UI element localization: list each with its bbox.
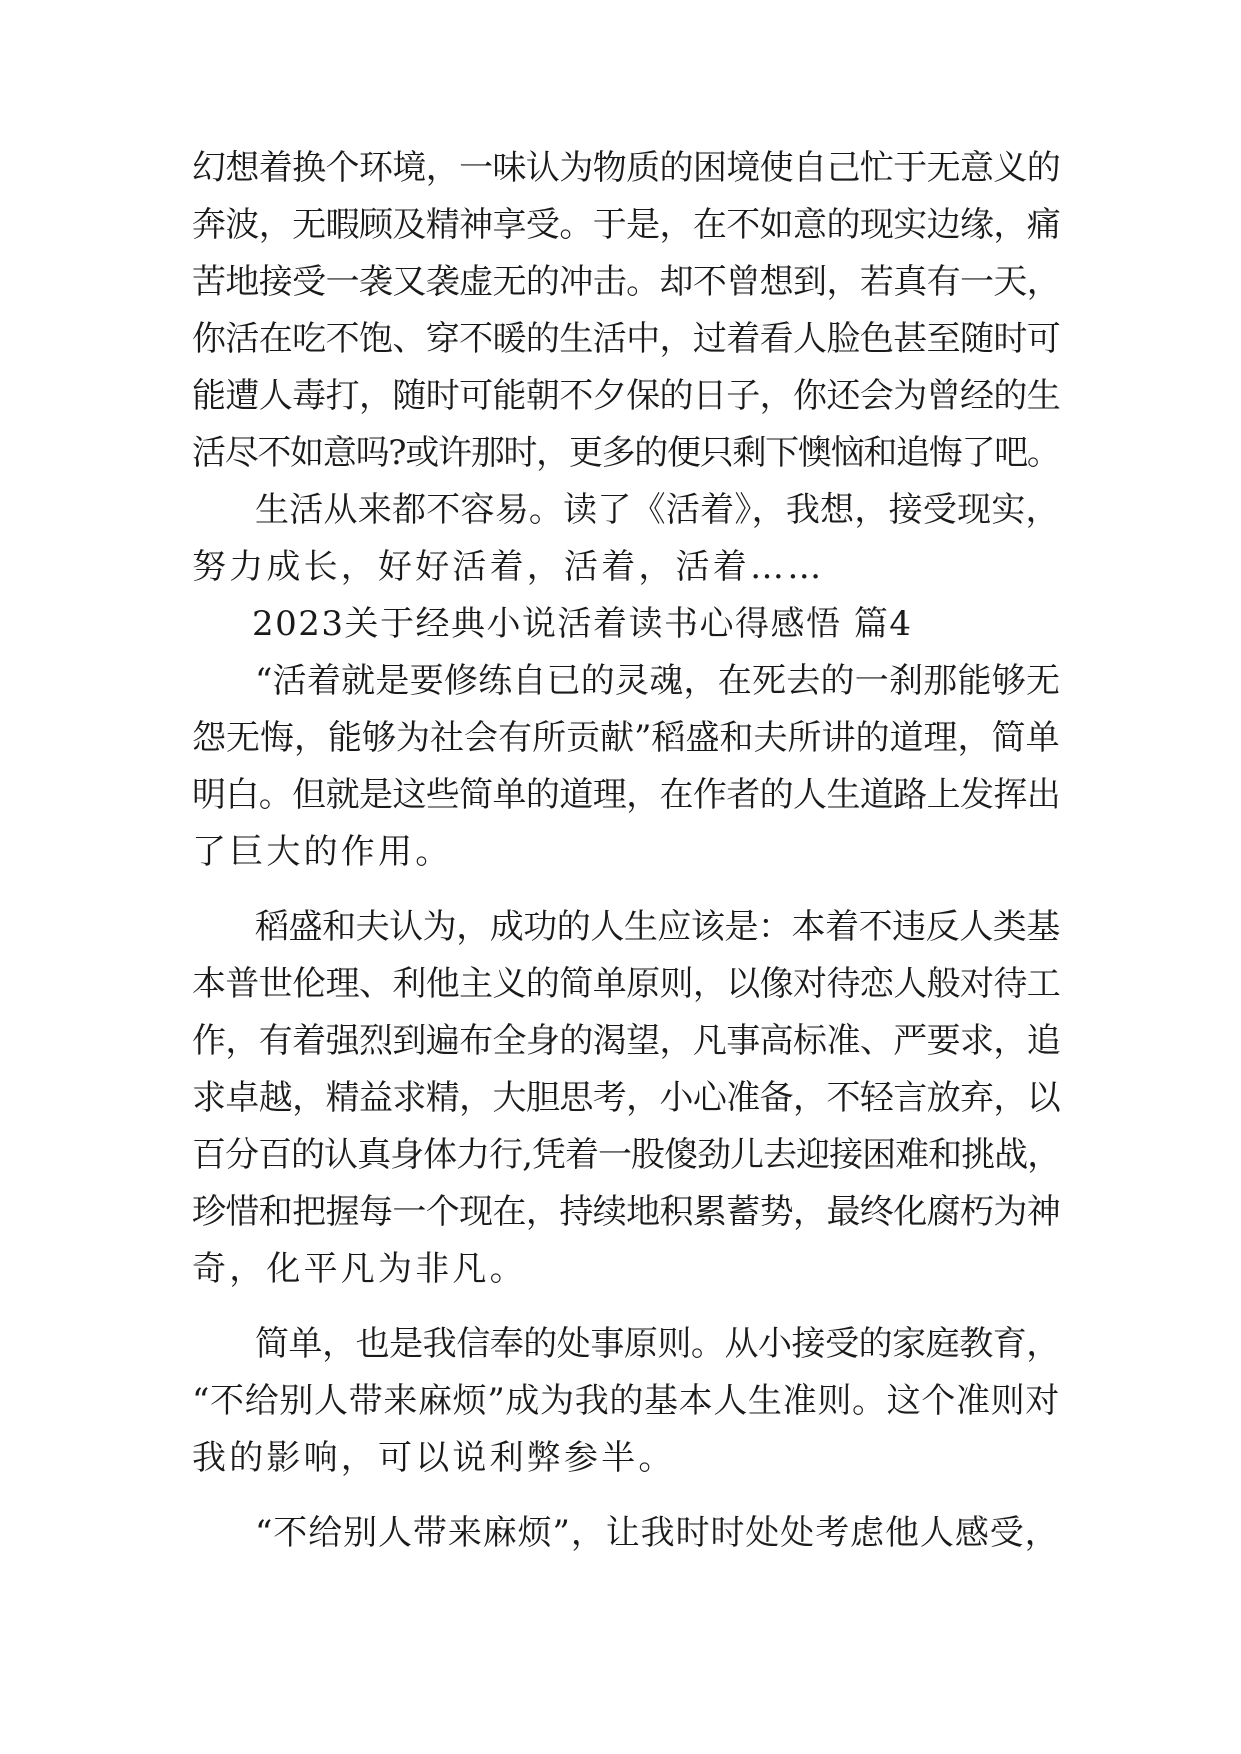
- text-line: 作，有着强烈到遍布全身的渴望，凡事高标准、严要求，追: [192, 1021, 1061, 1061]
- text-line: 苦地接受一袭又袭虚无的冲击。却不曾想到，若真有一天，: [192, 262, 1061, 302]
- text-line: 简单，也是我信奉的处事原则。从小接受的家庭教育，: [255, 1324, 1060, 1364]
- text-line: 奔波，无暇顾及精神享受。于是，在不如意的现实边缘，痛: [192, 205, 1061, 245]
- text-line: 珍惜和把握每一个现在，持续地积累蓄势，最终化腐朽为神: [192, 1192, 1061, 1232]
- text-line: 求卓越，精益求精，大胆思考，小心准备，不轻言放弃，以: [192, 1078, 1061, 1118]
- text-line: 百分百的认真身体力行,凭着一股傻劲儿去迎接困难和挑战，: [192, 1135, 1061, 1175]
- text-line: 本普世伦理、利他主义的简单原则，以像对待恋人般对待工: [192, 964, 1061, 1004]
- text-line: 奇，化平凡为非凡。: [192, 1249, 527, 1289]
- text-line: 怨无悔，能够为社会有所贡献”稻盛和夫所讲的道理，简单: [192, 718, 1060, 758]
- text-line: 能遭人毒打，随时可能朝不夕保的日子，你还会为曾经的生: [192, 376, 1061, 416]
- text-line: 明白。但就是这些简单的道理，在作者的人生道路上发挥出: [192, 775, 1061, 815]
- text-line: 了巨大的作用。: [192, 832, 453, 872]
- text-line: “不给别人带来麻烦”，让我时时处处考虑他人感受，: [255, 1513, 1060, 1553]
- text-line: “活着就是要修练自已的灵魂，在死去的一刹那能够无: [255, 661, 1061, 701]
- text-line: 幻想着换个环境，一味认为物质的困境使自己忙于无意义的: [192, 148, 1061, 188]
- text-line: 努力成长，好好活着，活着，活着……: [192, 547, 825, 587]
- text-line: “不给别人带来麻烦”成为我的基本人生准则。这个准则对: [192, 1381, 1060, 1421]
- text-line: 我的影响，可以说利弊参半。: [192, 1438, 676, 1478]
- text-line: 活尽不如意吗?或许那时，更多的便只剩下懊恼和追悔了吧。: [192, 433, 1060, 473]
- text-line: 稻盛和夫认为，成功的人生应该是：本着不违反人类基: [255, 907, 1060, 947]
- text-line: 生活从来都不容易。读了《活着》，我想，接受现实，: [255, 490, 1060, 530]
- section-heading: 2023关于经典小说活着读书心得感悟 篇4: [252, 604, 913, 644]
- text-line: 你活在吃不饱、穿不暖的生活中，过着看人脸色甚至随时可: [192, 319, 1061, 359]
